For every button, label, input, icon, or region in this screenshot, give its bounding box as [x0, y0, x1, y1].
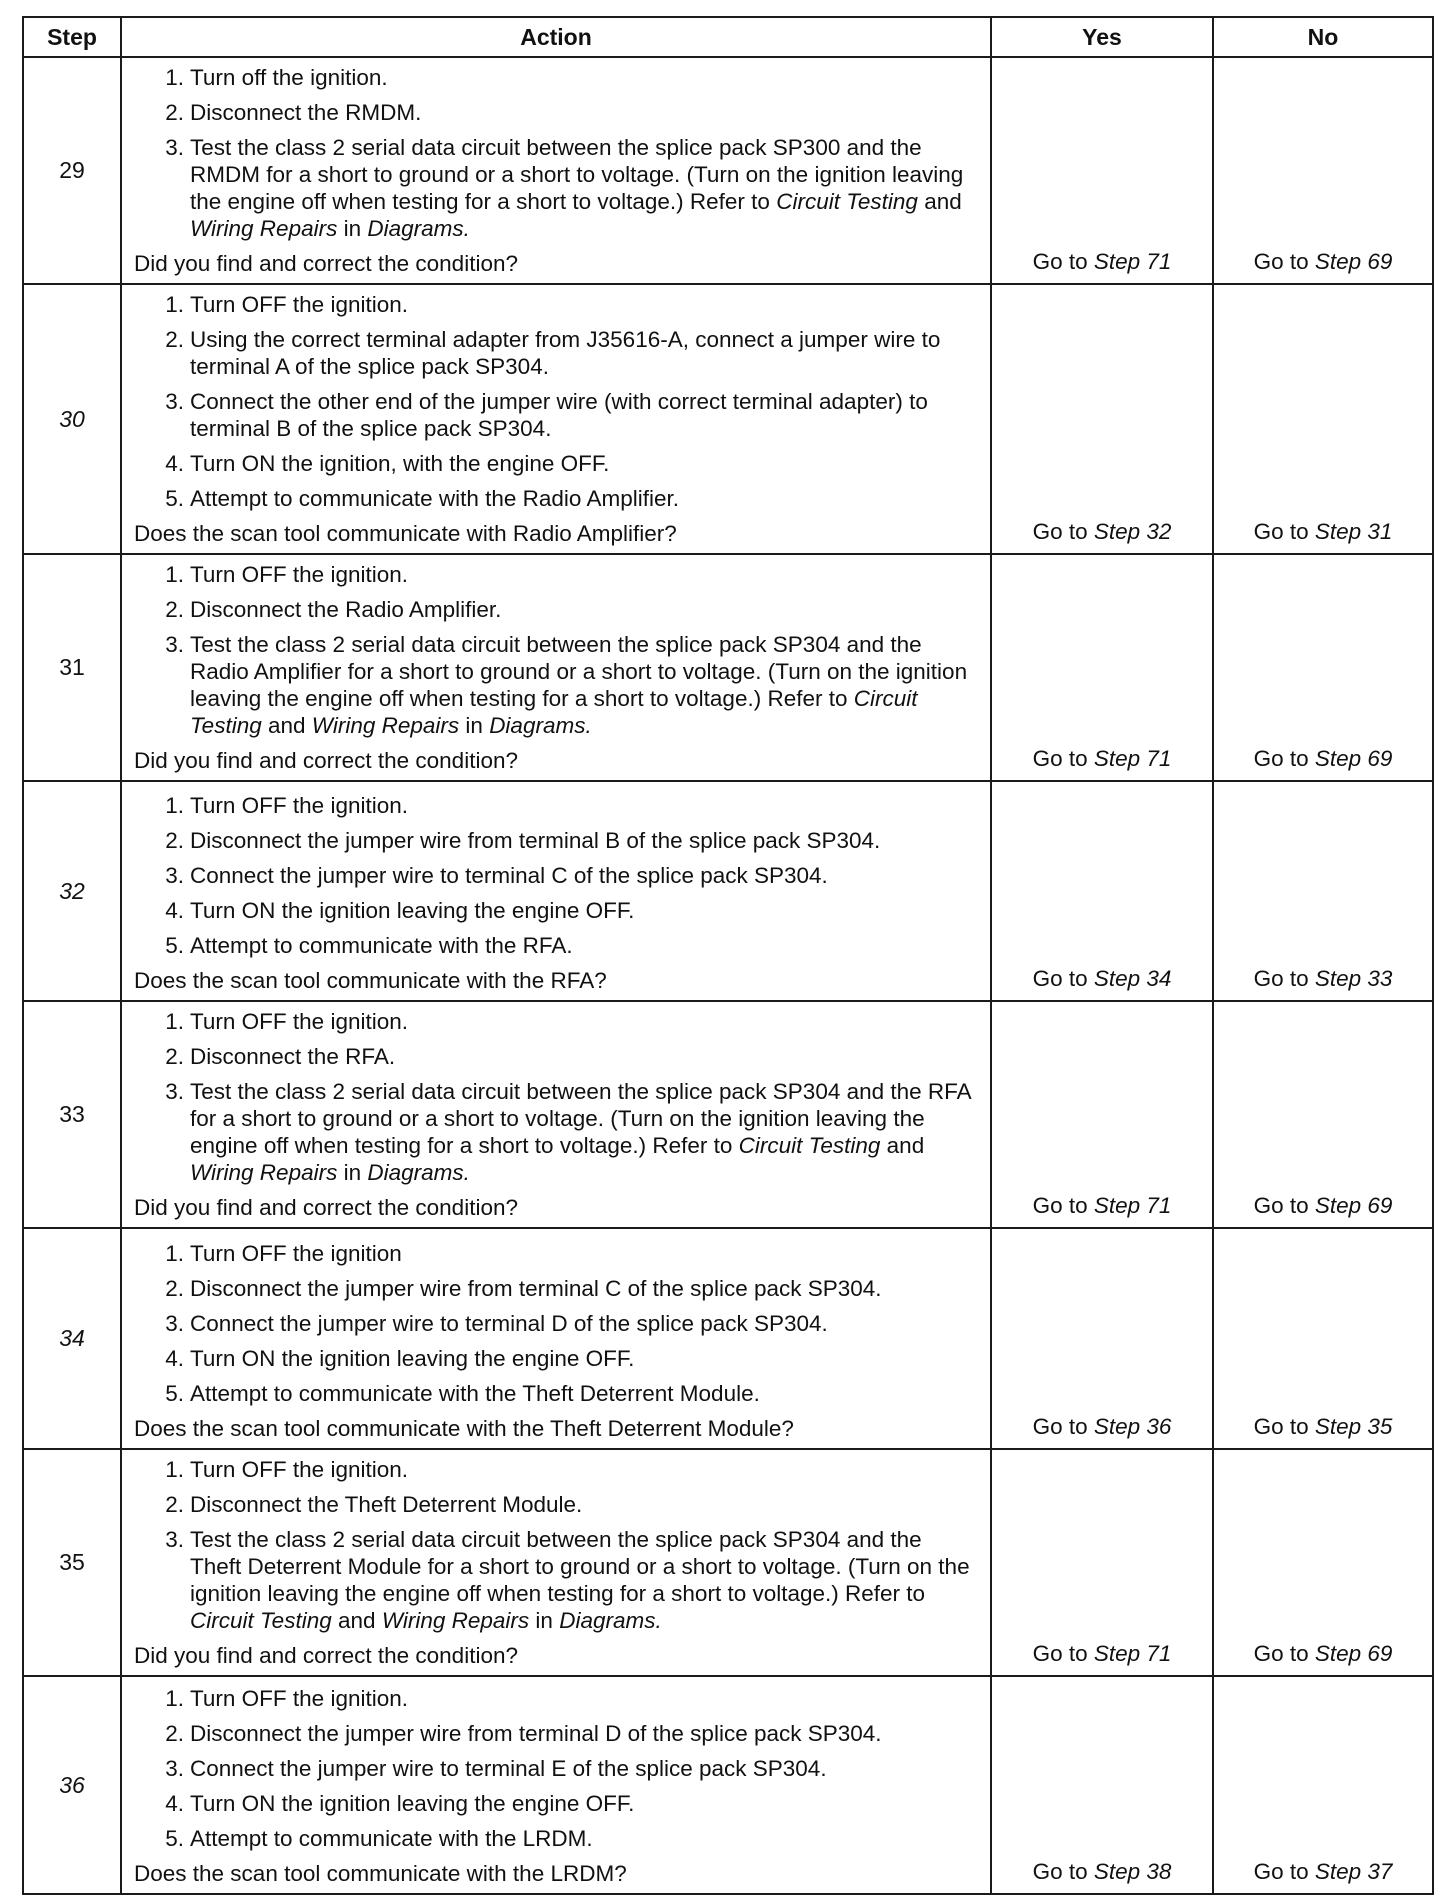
no-result: Go to Step 69 — [1213, 1449, 1433, 1676]
step-number: 36 — [23, 1676, 121, 1894]
list-item: 1. Turn OFF the ignition. — [165, 1457, 409, 1482]
action-list — [134, 64, 978, 242]
list-item: 3. Test the class 2 serial data circuit between the splice pack SP304 and the RFA for a short to ground or a short to voltage. (Turn on the ignition leaving the engine off when testing for a short to voltage.) Refer to Circuit Testing and Wiring Repairs in Diagrams. — [165, 1079, 971, 1185]
list-item: 2. Disconnect the Theft Deterrent Module. — [165, 1492, 583, 1517]
list-item: 1. Turn off the ignition. — [165, 65, 388, 90]
no-result: Go to Step 33 — [1213, 781, 1433, 1001]
yes-result: Go to Step 71 — [991, 1001, 1213, 1228]
table-row — [23, 781, 1433, 1001]
step-number: 33 — [23, 1001, 121, 1228]
header-step: Step — [23, 17, 121, 57]
question-text: Did you find and correct the condition? — [134, 1643, 518, 1668]
list-item: 2. Disconnect the jumper wire from terminal B of the splice pack SP304. — [165, 828, 881, 853]
action-cell — [121, 1676, 991, 1894]
table-row — [23, 1228, 1433, 1449]
list-item: 5. Attempt to communicate with the LRDM. — [165, 1826, 593, 1851]
step-number: 29 — [23, 57, 121, 284]
table-row — [23, 1676, 1433, 1894]
list-item: 1. Turn OFF the ignition. — [165, 562, 409, 587]
question-text: Does the scan tool communicate with the RFA? — [134, 968, 607, 993]
question-text: Does the scan tool communicate with Radio Amplifier? — [134, 521, 677, 546]
action-list — [134, 792, 978, 959]
action-list — [134, 1456, 978, 1634]
step-number: 30 — [23, 284, 121, 554]
action-cell — [121, 284, 991, 554]
list-item: 2. Disconnect the RFA. — [165, 1044, 396, 1069]
list-item: 1. Turn OFF the ignition. — [165, 1686, 409, 1711]
diagnostic-table — [22, 16, 1434, 1895]
no-result: Go to Step 31 — [1213, 284, 1433, 554]
yes-result: Go to Step 34 — [991, 781, 1213, 1001]
header-no: No — [1213, 17, 1433, 57]
question-text: Did you find and correct the condition? — [134, 251, 518, 276]
list-item: 4. Turn ON the ignition leaving the engine OFF. — [165, 898, 635, 923]
yes-result: Go to Step 36 — [991, 1228, 1213, 1449]
no-result: Go to Step 35 — [1213, 1228, 1433, 1449]
header-action: Action — [121, 17, 991, 57]
question-text: Does the scan tool communicate with the LRDM? — [134, 1861, 627, 1886]
no-result: Go to Step 69 — [1213, 554, 1433, 781]
question-text: Did you find and correct the condition? — [134, 748, 518, 773]
no-result: Go to Step 37 — [1213, 1676, 1433, 1894]
action-cell — [121, 781, 991, 1001]
list-item: 1. Turn OFF the ignition — [165, 1241, 402, 1266]
list-item: 4. Turn ON the ignition, with the engine OFF. — [165, 451, 610, 476]
list-item: 4. Turn ON the ignition leaving the engine OFF. — [165, 1791, 635, 1816]
action-list — [134, 1240, 978, 1407]
step-number: 32 — [23, 781, 121, 1001]
header-row — [23, 17, 1433, 57]
list-item: 3. Connect the jumper wire to terminal E of the splice pack SP304. — [165, 1756, 827, 1781]
yes-result: Go to Step 71 — [991, 554, 1213, 781]
step-number: 31 — [23, 554, 121, 781]
list-item: 2. Disconnect the Radio Amplifier. — [165, 597, 502, 622]
question-text: Does the scan tool communicate with the Theft Deterrent Module? — [134, 1416, 794, 1441]
list-item: 1. Turn OFF the ignition. — [165, 292, 409, 317]
header-yes: Yes — [991, 17, 1213, 57]
step-number: 34 — [23, 1228, 121, 1449]
question-text: Did you find and correct the condition? — [134, 1195, 518, 1220]
table-row — [23, 284, 1433, 554]
action-cell — [121, 1449, 991, 1676]
action-list — [134, 561, 978, 739]
table-row — [23, 57, 1433, 284]
table-row — [23, 1001, 1433, 1228]
action-cell — [121, 1228, 991, 1449]
action-list — [134, 1685, 978, 1852]
list-item: 3. Connect the other end of the jumper wire (with correct terminal adapter) to terminal B of the splice pack SP304. — [165, 389, 928, 441]
yes-result: Go to Step 38 — [991, 1676, 1213, 1894]
yes-result: Go to Step 71 — [991, 1449, 1213, 1676]
list-item: 2. Using the correct terminal adapter from J35616-A, connect a jumper wire to terminal A of the splice pack SP304. — [165, 327, 941, 379]
list-item: 3. Test the class 2 serial data circuit between the splice pack SP300 and the RMDM for a short to ground or a short to voltage. (Turn on the ignition leaving the engine off when testing for a short to voltage.) Refer to Circuit Testing and Wiring Repairs in Diagrams. — [165, 135, 964, 241]
diagnostic-table-page — [22, 16, 1432, 1895]
step-number: 35 — [23, 1449, 121, 1676]
list-item: 4. Turn ON the ignition leaving the engine OFF. — [165, 1346, 635, 1371]
list-item: 2. Disconnect the RMDM. — [165, 100, 422, 125]
no-result: Go to Step 69 — [1213, 57, 1433, 284]
list-item: 3. Test the class 2 serial data circuit between the splice pack SP304 and the Radio Amplifier for a short to ground or a short to voltage. (Turn on the ignition leaving the engine off when testing for a short to voltage.) Refer to Circuit Testing and Wiring Repairs in Diagrams. — [165, 632, 968, 738]
list-item: 3. Connect the jumper wire to terminal C of the splice pack SP304. — [165, 863, 828, 888]
list-item: 1. Turn OFF the ignition. — [165, 793, 409, 818]
list-item: 5. Attempt to communicate with the Radio Amplifier. — [165, 486, 679, 511]
action-cell — [121, 1001, 991, 1228]
action-cell — [121, 57, 991, 284]
table-row — [23, 554, 1433, 781]
yes-result: Go to Step 32 — [991, 284, 1213, 554]
action-cell — [121, 554, 991, 781]
list-item: 5. Attempt to communicate with the Theft Deterrent Module. — [165, 1381, 760, 1406]
list-item: 5. Attempt to communicate with the RFA. — [165, 933, 573, 958]
list-item: 2. Disconnect the jumper wire from terminal C of the splice pack SP304. — [165, 1276, 882, 1301]
action-list — [134, 291, 978, 512]
action-list — [134, 1008, 978, 1186]
no-result: Go to Step 69 — [1213, 1001, 1433, 1228]
list-item: 3. Test the class 2 serial data circuit between the splice pack SP304 and the Theft Deterrent Module for a short to ground or a short to voltage. (Turn on the ignition leaving the engine off when testing for a short to voltage.) Refer to Circuit Testing and Wiring Repairs in Diagrams. — [165, 1527, 970, 1633]
list-item: 3. Connect the jumper wire to terminal D of the splice pack SP304. — [165, 1311, 828, 1336]
list-item: 1. Turn OFF the ignition. — [165, 1009, 409, 1034]
list-item: 2. Disconnect the jumper wire from terminal D of the splice pack SP304. — [165, 1721, 882, 1746]
yes-result: Go to Step 71 — [991, 57, 1213, 284]
table-row — [23, 1449, 1433, 1676]
